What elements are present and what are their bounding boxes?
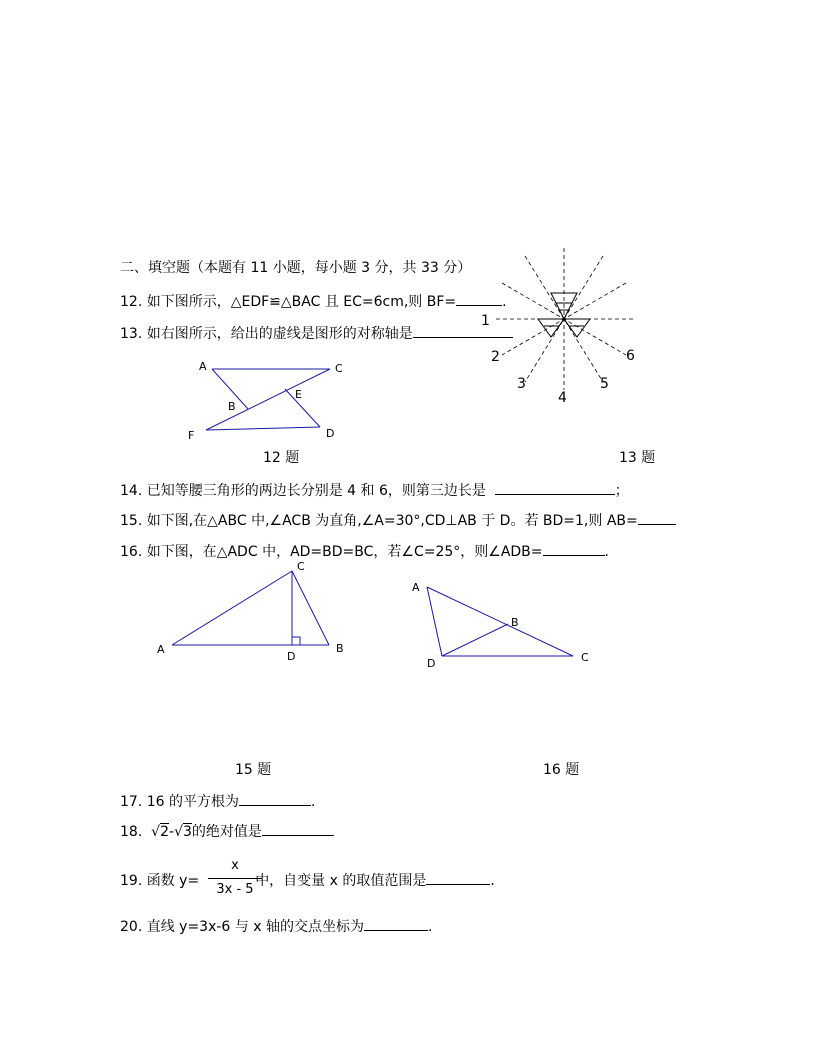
sqrt-icon: √ bbox=[151, 824, 161, 840]
fig13-label-5: 5 bbox=[600, 376, 609, 392]
radicand-1: 2 bbox=[160, 824, 170, 840]
fig16-label-c: C bbox=[581, 651, 589, 664]
answer-blank-20[interactable] bbox=[364, 916, 428, 931]
fig12-label-f: F bbox=[188, 429, 195, 442]
fig13-label-3: 3 bbox=[517, 376, 526, 392]
fig15-label-a: A bbox=[157, 643, 165, 656]
fig12-label-e: E bbox=[295, 388, 302, 401]
question-14-text: 14. 已知等腰三角形的两边长分别是 4 和 6，则第三边长是 bbox=[120, 483, 486, 499]
question-19-tail: . bbox=[490, 873, 495, 889]
fig12-label-d: D bbox=[326, 427, 335, 440]
question-20 bbox=[120, 916, 432, 936]
fig13-label-6: 6 bbox=[626, 348, 635, 364]
question-17-text: 17. 16 的平方根为 bbox=[120, 794, 239, 810]
fraction-numerator: x bbox=[231, 858, 239, 873]
question-15-text: 15. 如下图,在△ABC 中,∠ACB 为直角,∠A=30°,CD⊥AB 于 D。若 BD=1,则 AB= bbox=[120, 513, 638, 529]
fig13-label-2: 2 bbox=[491, 349, 500, 365]
fig16-label-a: A bbox=[412, 581, 420, 594]
question-18-text: 的绝对值是 bbox=[191, 824, 262, 840]
question-16-tail: . bbox=[604, 544, 609, 560]
question-12-text: 12. 如下图所示，△EDF≌△BAC 且 EC=6cm,则 BF= bbox=[120, 294, 457, 310]
question-18 bbox=[120, 821, 334, 841]
fig12-label-c: C bbox=[335, 362, 343, 375]
question-17 bbox=[120, 791, 315, 811]
question-20-tail: . bbox=[427, 919, 433, 935]
radicand-2: 3 bbox=[183, 824, 192, 840]
caption-16: 16 题 bbox=[543, 762, 580, 778]
question-17-tail: . bbox=[310, 794, 316, 810]
fig12-label-b: B bbox=[228, 400, 236, 413]
question-18-prefix: 18. bbox=[120, 824, 143, 840]
fig13-label-1: 1 bbox=[481, 313, 490, 329]
answer-blank-18[interactable] bbox=[262, 821, 334, 836]
sqrt-icon: √ bbox=[174, 824, 183, 840]
fraction-bar bbox=[208, 878, 262, 879]
minus-sign: - bbox=[169, 824, 175, 840]
fig15-label-c: C bbox=[297, 560, 305, 573]
fig12-label-a: A bbox=[199, 360, 207, 373]
question-19-prefix: 19. 函数 y= bbox=[120, 873, 200, 889]
question-16-text: 16. 如下图，在△ADC 中，AD=BD=BC，若∠C=25°，则∠ADB= bbox=[120, 544, 543, 560]
question-19-text: 中，自变量 x 的取值范围是 bbox=[255, 873, 427, 889]
fraction-denominator: 3x - 5 bbox=[216, 882, 254, 897]
fig15-label-d: D bbox=[287, 650, 296, 663]
question-14-tail: ； bbox=[614, 483, 629, 499]
question-13-text: 13. 如右图所示，给出的虚线是图形的对称轴是 bbox=[120, 326, 413, 342]
question-20-text: 20. 直线 y=3x-6 与 x 轴的交点坐标为 bbox=[120, 919, 364, 935]
question-19 bbox=[120, 870, 495, 890]
question-12-tail: . bbox=[502, 294, 507, 310]
section-title: 二、填空题（本题有 11 小题，每小题 3 分，共 33 分） bbox=[120, 260, 472, 276]
answer-blank-17[interactable] bbox=[239, 791, 311, 806]
fig16-label-d: D bbox=[427, 657, 436, 670]
fig15-label-b: B bbox=[336, 642, 344, 655]
caption-15: 15 题 bbox=[235, 762, 272, 778]
answer-blank-19[interactable] bbox=[426, 870, 490, 885]
fig13-label-4: 4 bbox=[558, 390, 567, 406]
fig16-label-b: B bbox=[511, 616, 519, 629]
caption-12: 12 题 bbox=[263, 450, 300, 466]
caption-13: 13 题 bbox=[619, 450, 656, 466]
